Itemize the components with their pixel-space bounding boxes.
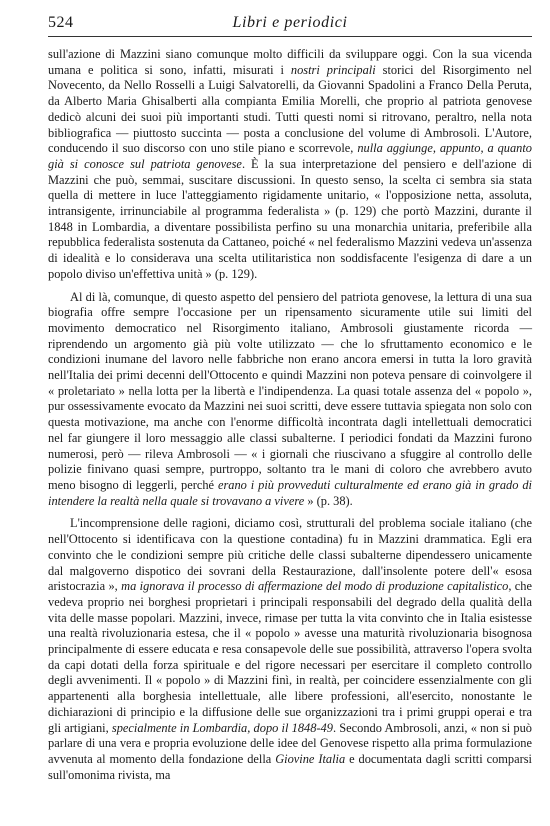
text-run: . Secondo Ambrosoli, anzi, « non si può parlare di una vera e propria evoluzione delle idee del Genovese rispetto alla prima formulazione avvenuta al momento della fondazione della (48, 720, 532, 766)
text-run: sull'azione di Mazzini siano comunque molto difficili da sviluppare oggi. Con la sua vicenda umana e politica si sono, infatti, misurati i (48, 47, 532, 77)
paragraph-1 (48, 47, 532, 283)
running-title: Libri e periodici (232, 14, 348, 31)
italic-text: nulla aggiunge, appunto, a quanto già si conosce sul patriota genovese (48, 141, 532, 171)
text-run: storici del Risorgimento nel Novecento, da Nello Rosselli a Luigi Salvatorelli, da Giovanni Spadolini a Franco Della Peruta, da Alberto Maria Ghisalberti alla compianta Emilia Morelli, che proprio al patriota genovese dedicò alcuni dei suoi più importanti studi. Tutti questi nomi si ritrovano, peraltro, nella nota bibliografica — piuttosto succinta — posta a conclusione del volume di Ambrosoli. L'Autore, conducendo il suo discorso con uno stile piano e scorrevole, (48, 62, 533, 156)
italic-text: ma ignorava il processo di affermazione del modo di produzione capitalistico (121, 579, 509, 594)
paragraph-2 (48, 290, 532, 510)
text-run: . È la sua interpretazione del pensiero e dell'azione di Mazzini che può, semmai, suscitare discussioni. In questo senso, la scelta ci sembra sia stata quella di mettere in luce l'atteggiamento rigidamente unitario, « l'opposizione netta, assoluta, intransigente, irrinunciabile al programma federalista » (p. 129) che portò Mazzini, durante il 1848 in Lombardia, a diventare possibilista perfino su una monarchia unitaria, preferibile alla repubblica federalista sostenuta da Cattaneo, poiché « nel federalismo Mazzini vedeva un'assenza di idealità e lo considerava una scelta utilitaristica non soddisfacente l'esigenza di dare a un popolo diviso un'effettiva unità » (p. 129). (48, 156, 532, 281)
text-body (48, 47, 532, 783)
italic-text: nostri principali (290, 62, 376, 77)
page-number: 524 (48, 14, 74, 31)
text-run: Al di là, comunque, di questo aspetto del pensiero del patriota genovese, la lettura di una sua biografia offre sempre l'occasione per un ripensamento sicuramente utile sui limiti del movimento democratico nel Risorgimento italiano, Ambrosoli giustamente ricorda — riprendendo un argomento già più volte utilizzato — che lo sfruttamento economico e le condizioni inumane del lavoro nelle fabbriche non erano ancora emersi in tutta la loro gravità nell'Italia dei primi decenni dell'Ottocento e quindi Mazzini non poteva pensare di coinvolgere il « proletariato » nella lotta per la libertà e l'indipendenza. La quasi totale assenza del « popolo », pur ossessivamente evocato da Mazzini nei suoi scritti, deve essere tuttavia spiegata non solo con questa motivazione, ma anche con l'enorme difficoltà incontrata dagli intellettuali democratici nel far giungere il loro messaggio alle classi subalterne. I periodici fondati da Mazzini furono numerosi, però — rileva Ambrosoli — « i giornali che riuscivano a sfuggire al controllo delle polizie finivano quasi sempre, purtroppo, soltanto tra le mani di coloro che avrebbero avuto meno bisogno di leggerli, perché (48, 289, 532, 492)
text-run: e documentata dagli scritti comparsi sull'omonima rivista, ma (48, 751, 532, 782)
italic-text: erano i più provveduti culturalmente ed erano già in grado di intendere la realtà nella quale si trovavano a vivere (48, 477, 532, 508)
page-header (48, 14, 532, 36)
header-rule (48, 36, 532, 37)
italic-text: specialmente in Lombardia, dopo il 1848-49 (111, 720, 333, 735)
text-run: L'incomprensione delle ragioni, diciamo così, strutturali del problema sociale italiano (che nell'Ottocento si identificava con la questione contadina) fu in Mazzini drammatica. Egli era convinto che le condizioni sempre più critiche delle classi subalterne dipendessero unicamente dal malgoverno dispotico dei sovrani della Restaurazione, dall'insolente potere dell'« esosa aristocrazia », (48, 516, 532, 594)
text-run: , che vedeva proprio nei borghesi proprietari i principali responsabili del degrado della qualità della vita delle masse popolari. Mazzini, invece, rimase per tutta la vita convinto che in Italia esistesse una realtà rivoluzionaria estesa, che il « popolo » avesse una maturità rivoluzionaria bisognosa principalmente di essere educata e resa consapevole delle sue possibilità, attraverso l'opera svolta da capi dotati della forza spirituale e del rigore necessari per esercitare il completo controllo degli avvenimenti. Il « popolo » di Mazzini finì, in realtà, per coincidere essenzialmente con gli appartenenti alla borghesia intellettuale, alle libere professioni, all'esercito, nonostante le dichiarazioni di principio e la diffusione delle sue organizzazioni tra i primi gruppi operai e tra gli artigiani, (48, 579, 533, 735)
text-run: » (p. 38). (304, 493, 353, 508)
italic-text: Giovine Italia (275, 751, 346, 766)
paragraph-3 (48, 516, 532, 783)
